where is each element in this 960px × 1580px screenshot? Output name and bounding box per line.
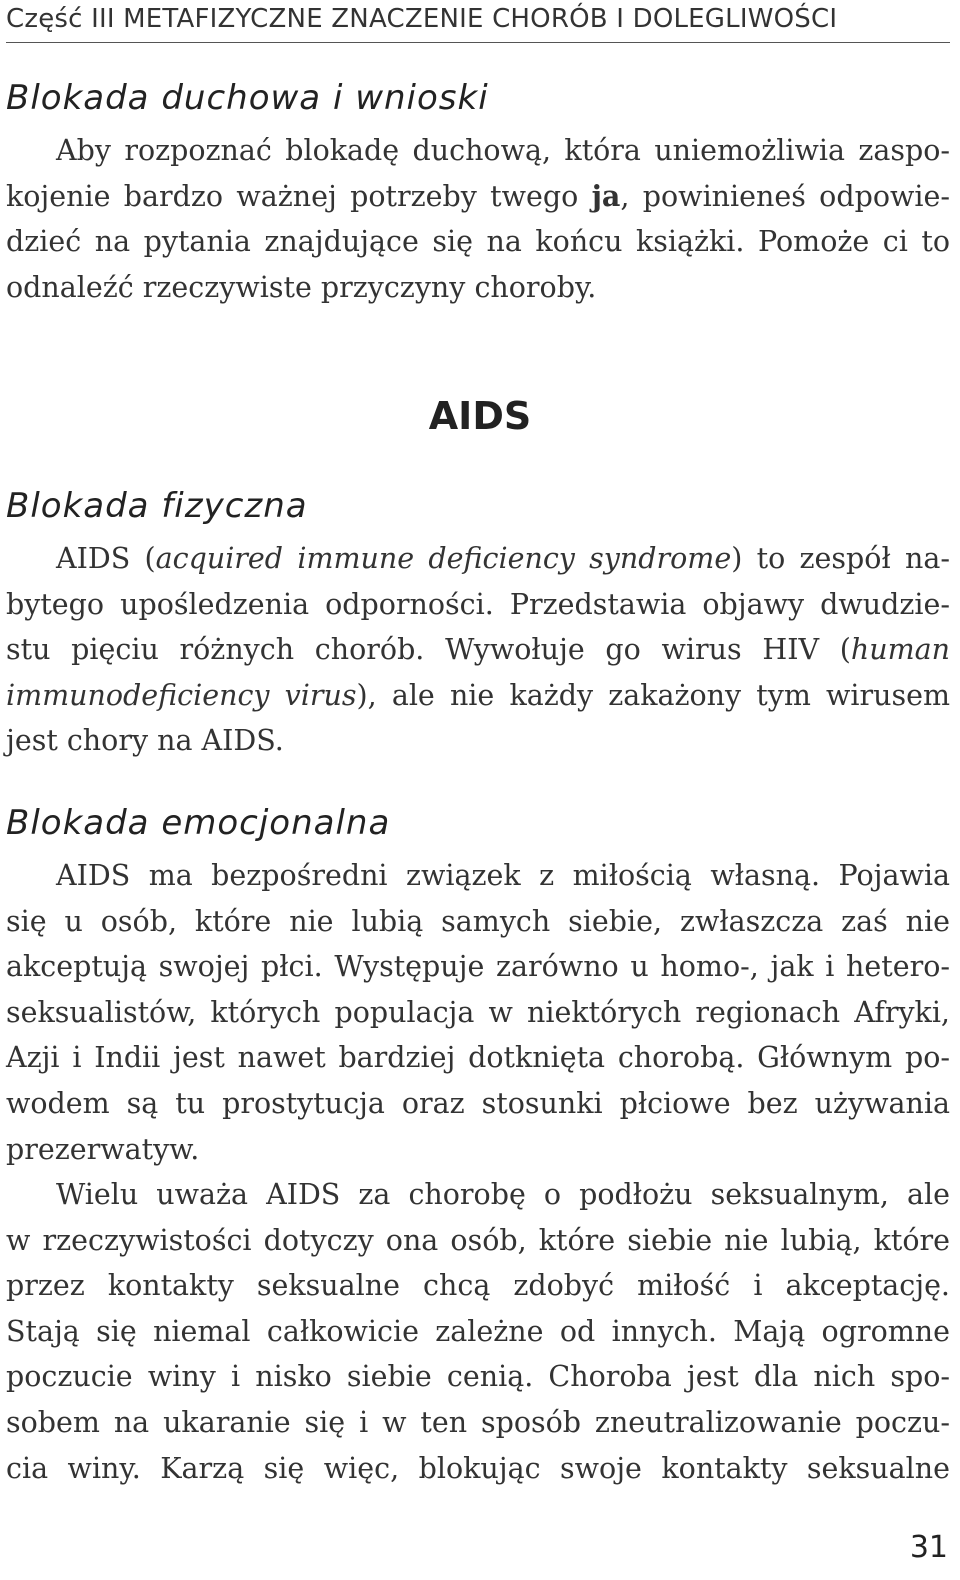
paragraph-spiritual-block <box>6 128 950 310</box>
text-run: ) to zespół na- <box>731 542 950 575</box>
text-line: akceptują swojej płci. Występuje zarówno u homo-, jak i hetero- <box>6 950 950 984</box>
italic-term: human <box>850 633 950 667</box>
section-heading-spiritual-block: Blokada duchowa i wnioski <box>6 78 489 118</box>
text-run: , powinieneś odpowie- <box>620 179 950 213</box>
section-heading-emotional-block: Blokada emocjonalna <box>6 803 391 843</box>
text-line <box>6 673 950 719</box>
text-line: wodem są tu prostytucja oraz stosunki płciowe bez używania <box>6 1086 950 1120</box>
paragraph-physical-block <box>6 536 950 764</box>
text-line: Stają się niemal całkowicie zależne od innych. Mają ogromne <box>6 1314 950 1348</box>
text-run: kojenie bardzo ważnej potrzeby twego <box>6 179 592 213</box>
text-line: odnaleźć rzeczywiste przyczyny choroby. <box>6 270 597 304</box>
text-line: jest chory na AIDS. <box>6 724 284 758</box>
text-run: ), ale nie każdy zakażony tym wirusem <box>356 678 950 712</box>
text-line: bytego upośledzenia odporności. Przedstawia objawy dwudzie- <box>6 587 950 621</box>
text-line: AIDS ma bezpośredni związek z miłością własną. Pojawia <box>56 859 950 892</box>
text-line: sobem na ukaranie się i w ten sposób zneutralizowanie poczu- <box>6 1405 950 1439</box>
italic-term: acquired immune deficiency syndrome <box>155 542 732 575</box>
text-line <box>6 627 950 673</box>
text-line: Aby rozpoznać blokadę duchową, która uniemożliwia zaspo- <box>56 134 950 167</box>
text-line: się u osób, które nie lubią samych siebie, zwłaszcza zaś nie <box>6 904 950 938</box>
bold-term-ja: ja <box>591 178 621 213</box>
text-line: poczucie winy i nisko siebie cenią. Choroba jest dla nich spo- <box>6 1360 950 1394</box>
chapter-title: AIDS <box>428 394 532 438</box>
italic-term: immunodeficiency virus <box>6 678 357 712</box>
page-number: 31 <box>909 1530 948 1565</box>
text-line: prezerwatyw. <box>6 1132 200 1166</box>
text-line: przez kontakty seksualne chcą zdobyć miłość i akceptację. <box>6 1269 950 1303</box>
text-run: AIDS ( <box>56 542 156 575</box>
text-line: Wielu uważa AIDS za chorobę o podłożu seksualnym, ale <box>56 1178 950 1211</box>
text-line: dzieć na pytania znajdujące się na końcu książki. Pomoże ci to <box>6 225 950 259</box>
paragraph-emotional-block-1 <box>6 853 950 1172</box>
text-line: Azji i Indii jest nawet bardziej dotknięta chorobą. Głównym po- <box>6 1041 950 1075</box>
text-line <box>6 536 950 582</box>
text-line <box>6 174 950 220</box>
section-heading-physical-block: Blokada fizyczna <box>6 486 308 526</box>
text-line: w rzeczywistości dotyczy ona osób, które siebie nie lubią, które <box>6 1223 950 1257</box>
paragraph-emotional-block-2 <box>6 1172 950 1491</box>
text-line: cia winy. Karzą się więc, blokując swoje kontakty seksualne <box>6 1451 950 1485</box>
text-line: seksualistów, których populacja w niektórych regionach Afryki, <box>6 995 950 1029</box>
running-head: Część III METAFIZYCZNE ZNACZENIE CHORÓB I DOLEGLIWOŚCI <box>6 4 950 43</box>
text-run: stu pięciu różnych chorób. Wywołuje go wirus HIV ( <box>6 633 851 667</box>
